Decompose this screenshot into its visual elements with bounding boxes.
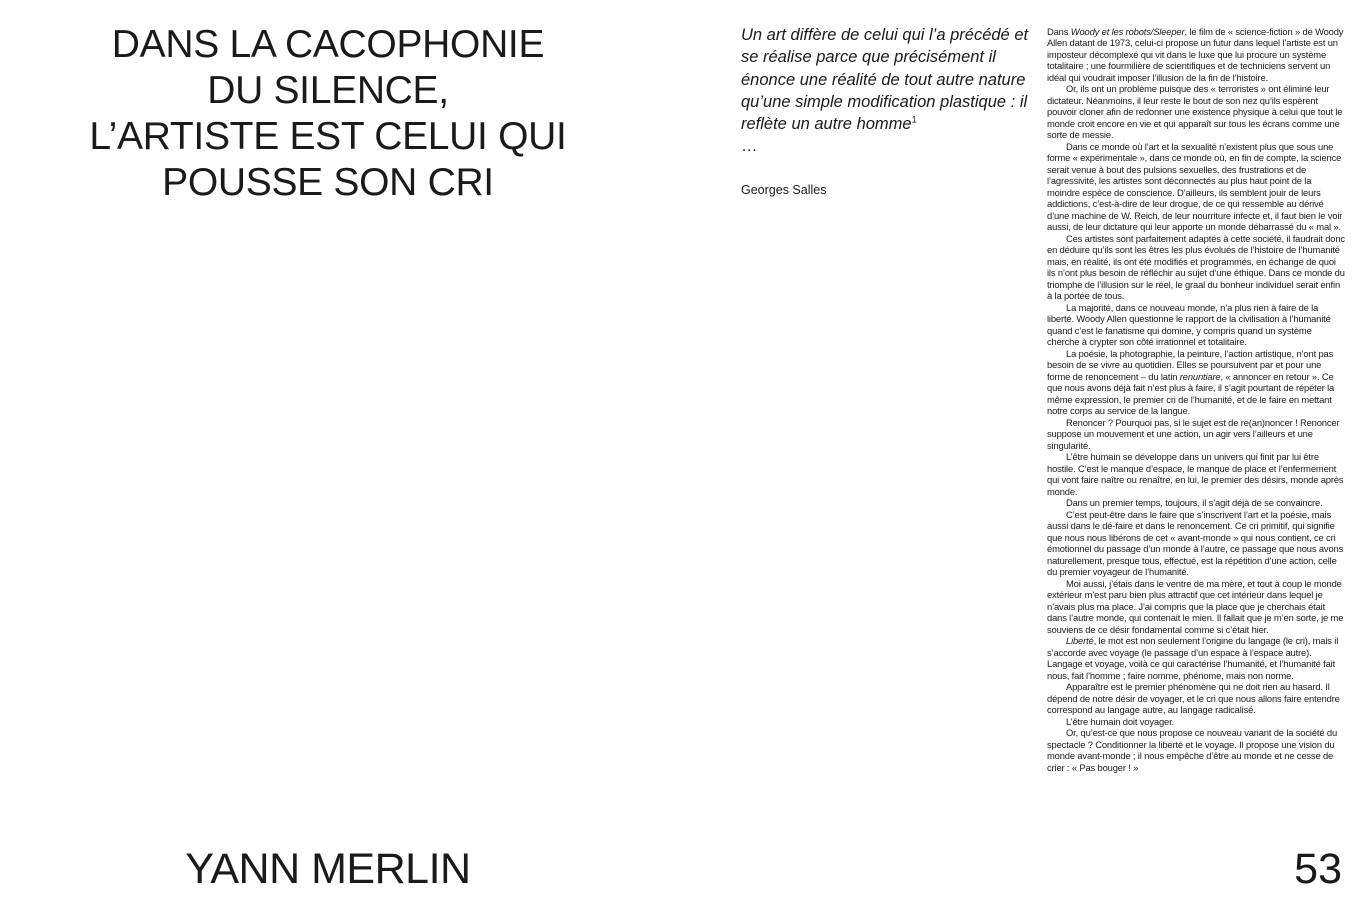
- paragraph-text: La poésie, la photographie, la peinture, l’action artistique, n’ont pas besoin de se vivre au quotidien. Elles se poursuivent par et pour une forme de renoncement – du latin: [1047, 347, 1334, 382]
- title-line: DU SILENCE,: [207, 69, 449, 112]
- paragraph-text: , « annoncer en retour ». Ce que nous avons déjà fait n’est plus à faire, il s’agit pourtant de répéter la même expression, le premier cri de l’humanité, et de le faire en mettant notre corps au service de la langue.: [1047, 370, 1335, 416]
- paragraph: Apparaître est le premier phénomène qui ne doit rien au hasard. Il dépend de notre désir de voyager, et le cri que nous allons faire entendre correspond au langage autre, au langage radicalisé.: [1047, 681, 1340, 715]
- paragraph: [1047, 348, 1345, 417]
- paragraph: Or, qu’est-ce que nous propose ce nouveau variant de la société du spectacle ? Conditionner la liberté et le voyage. Il propose une vision du monde avant-monde ; il nous empêche d’être au monde et ne cesse de crier : « Pas bouger ! »: [1047, 727, 1338, 773]
- film-title: Woody et les robots/Sleeper: [1070, 25, 1185, 37]
- page-number: 53: [1294, 845, 1342, 893]
- paragraph: [1047, 635, 1345, 681]
- body-text-column: [1047, 26, 1345, 774]
- paragraph: L’être humain se développe dans un univers qui finit par lui être hostile. C’est le manque d’espace, le manque de place et l’enfermement qui vont faire naître ou renaître, en lui, le premier des désirs, monde après monde.: [1047, 451, 1344, 497]
- paragraph: Dans ce monde où l’art et la sexualité n’existent plus que sous une forme « expérimentale », dans ce monde où, en fin de compte, la science serait venue à bout des pulsions sexuelles, des frustrations et de l’agressivité, les artistes sont déconnectés au plus haut point de la moindre espèce de conscience. D’ailleurs, ils semblent jouir de leurs addictions, c’est-à-dire de leur drogue, de ce qui ressemble au dérivé d’une machine de W. Reich, de leur nourriture infecte et, il faut bien le voir aussi, de leur dictature qui leur apporte un monde débarrassé du « mal ».: [1047, 140, 1343, 232]
- paragraph: Renoncer ? Pourquoi pas, si le sujet est de re(an)noncer ! Renoncer suppose un mouvement et une action, un agir vers l’ailleurs et une singularité.: [1047, 416, 1340, 451]
- title-line: POUSSE SON CRI: [162, 161, 494, 204]
- paragraph: Or, ils ont un problème puisque des « terroristes » ont éliminé leur dictateur. Néanmoins, il leur reste le bout de son nez qu’ils espèrent pouvoir cloner afin de redonner une existence physique à celui que tout le monde croit encore en vie et qui apparaît sur tous les écrans comme une sorte de messie.: [1047, 83, 1343, 140]
- epigraph-ellipsis: …: [741, 137, 758, 156]
- epigraph-text: Un art diffère de celui qui l’a précédé et se réalise parce que précisément il énonce une réalité de tout autre nature qu’une simple modification plastique : il reflète un autre homme: [741, 26, 1029, 134]
- paragraph: C’est peut-être dans le faire que s’inscrivent l’art et la poésie, mais aussi dans le dé-faire et dans le renoncement. Ce cri primitif, qui signifie que nous nous libérons de cet « avant-monde » qui nous contient, ce cri émotionnel du passage d’un monde à l’autre, ce passage que nous avons naturellement, presque tous, effectué, est la répétition d’une action, celle du premier voyageur de l’humanité.: [1047, 508, 1344, 577]
- paragraph-text: , le film de « science-fiction » de Woody Allen datant de 1973, celui-ci propose un futur dans lequel l’artiste est un imposteur décomplexé qui vit dans le luxe que lui procure un système totalitaire ; une fourmilière de scientifiques et de techniciens servent un idéal qui voudrait imposer l’illusion de la fin de l’histoire.: [1047, 25, 1344, 83]
- latin-term: renuntiare: [1179, 370, 1221, 382]
- paragraph: Ces artistes sont parfaitement adaptés à cette société, il faudrait donc en déduire qu’ils sont les êtres les plus évolués de l’histoire de l’humanité mais, en réalité, ils ont été modifiés et programmés, en échange de quoi ils n’ont plus besoin de réfléchir au sujet d’une éthique. Dans ce monde du triomphe de l’illusion sur le réel, le graal du bonheur individuel serait enfin à la portée de tous.: [1047, 232, 1345, 301]
- article-title: [58, 22, 598, 206]
- author-name: YANN MERLIN: [185, 845, 471, 893]
- paragraph: Moi aussi, j’étais dans le ventre de ma mère, et tout à coup le monde extérieur m’est paru bien plus attractif que cet intérieur dans lequel je n’avais plus ma place. J’ai compris que la place que je cherchais était dans l’autre monde, qui contenait le mien. Il fallait que je m’en sorte, je me souviens de ce désir fondamental comme si c’était hier.: [1047, 577, 1344, 635]
- paragraph-text: , le mot est non seulement l’origine du langage (le cri), mais il s’accorde avec voyage (le passage d’un espace à l’espace autre). Langage et voyage, voilà ce qui caractérise l’humanité, et l’humanité fait nous, fait l’homme ; faire nomme, phénome, mais non norme.: [1047, 635, 1339, 681]
- paragraph: La majorité, dans ce nouveau monde, n’a plus rien à faire de la liberté. Woody Allen questionne le rapport de la civilisation à l’humanité quand c’est le fanatisme qui domine, y compris quand un système cherche à crypter son côté irrationnel et totalitaire.: [1047, 301, 1331, 347]
- paragraph-text: Dans: [1047, 25, 1071, 37]
- paragraph: Dans un premier temps, toujours, il s’agit déjà de se convaincre.: [1066, 497, 1323, 508]
- epigraph-attribution: Georges Salles: [741, 183, 827, 197]
- footnote-reference: 1: [911, 114, 917, 125]
- epigraph-quote: [741, 24, 1033, 158]
- paragraph: [1047, 26, 1345, 84]
- emphasized-word: Liberté: [1066, 635, 1094, 646]
- title-line: DANS LA CACOPHONIE: [111, 23, 545, 66]
- paragraph: L’être humain doit voyager.: [1066, 715, 1174, 727]
- title-line: L’ARTISTE EST CELUI QUI: [89, 115, 567, 158]
